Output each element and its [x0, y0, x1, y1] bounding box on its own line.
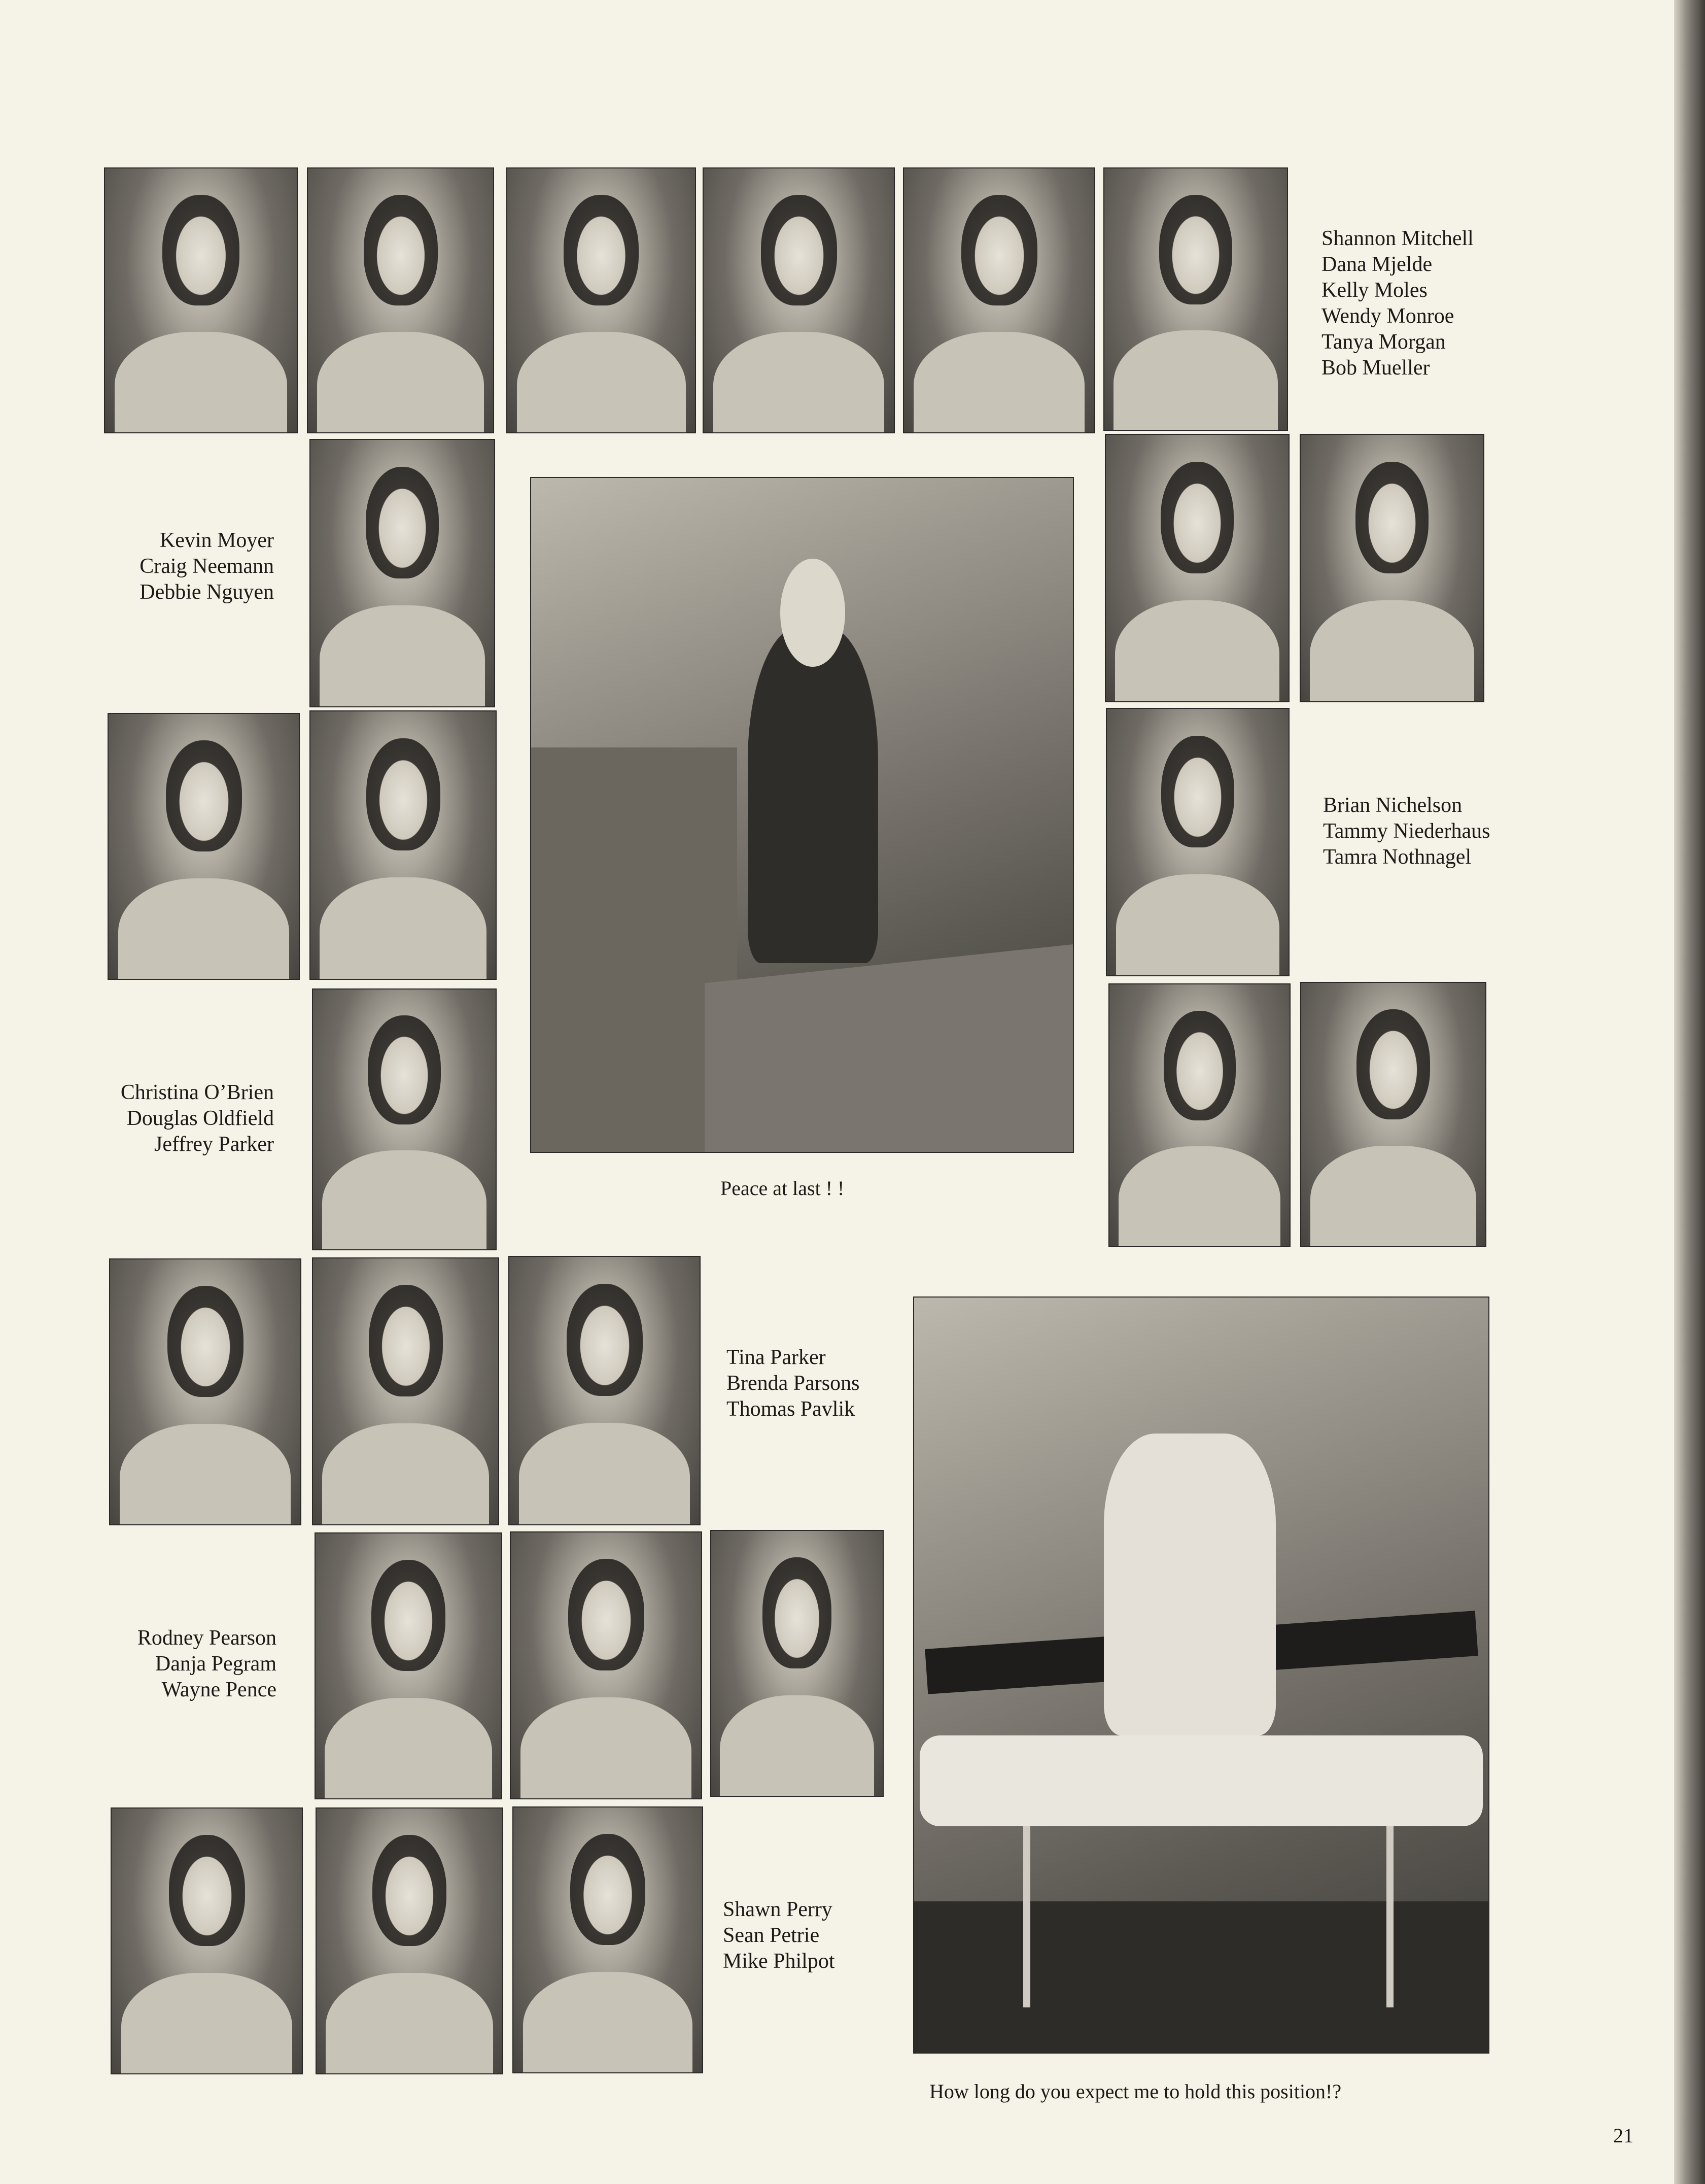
portrait-tammy-niederhaus: [1300, 434, 1484, 702]
portrait-tanya-morgan: [903, 167, 1095, 433]
page-edge-shadow: [1674, 0, 1705, 2184]
photo-gymnast-pommel-horse: [913, 1296, 1489, 2054]
student-name: Craig Neemann: [140, 555, 274, 578]
portrait-shannon-mitchell: [104, 167, 298, 433]
portrait-dana-mjelde: [307, 167, 494, 433]
student-name: Danja Pegram: [155, 1652, 276, 1676]
student-name: Sean Petrie: [723, 1924, 820, 1947]
student-name: Wendy Monroe: [1321, 304, 1454, 328]
portrait-bob-mueller: [1103, 167, 1288, 431]
caption-gym: How long do you expect me to hold this position!?: [929, 2080, 1342, 2103]
portrait-shawn-perry: [111, 1807, 303, 2074]
name-list-row2: [86, 528, 274, 605]
student-name: Christina O’Brien: [120, 1081, 274, 1104]
portrait-danja-pegram: [510, 1531, 702, 1799]
portrait-rodney-pearson: [315, 1532, 502, 1799]
portrait-mike-philpot: [512, 1806, 703, 2073]
student-name: Mike Philpot: [723, 1950, 835, 1973]
portrait-wayne-pence: [710, 1530, 884, 1797]
student-name: Debbie Nguyen: [140, 581, 274, 604]
name-list-row1: [1321, 226, 1474, 381]
name-list-row3: [1323, 793, 1490, 870]
student-name: Thomas Pavlik: [726, 1397, 855, 1421]
portrait-douglas-oldfield: [1108, 983, 1291, 1247]
portrait-kevin-moyer: [309, 439, 495, 707]
student-name: Tanya Morgan: [1321, 330, 1446, 354]
student-name: Dana Mjelde: [1321, 253, 1433, 276]
student-name: Shannon Mitchell: [1321, 227, 1474, 250]
student-name: Douglas Oldfield: [126, 1107, 274, 1130]
student-name: Rodney Pearson: [137, 1626, 276, 1650]
portrait-debbie-nguyen: [309, 710, 497, 980]
student-name: Tina Parker: [726, 1346, 826, 1369]
page-number: 21: [1613, 2124, 1633, 2147]
portrait-thomas-pavlik: [508, 1256, 701, 1525]
portrait-tamra-nothnagel: [1106, 708, 1290, 976]
student-name: Kevin Moyer: [159, 529, 274, 552]
portrait-brenda-parsons: [312, 1257, 499, 1525]
student-name: Wayne Pence: [161, 1678, 276, 1701]
name-list-row4: [61, 1080, 274, 1157]
student-name: Tammy Niederhaus: [1323, 820, 1490, 843]
portrait-brian-nichelson: [1105, 434, 1290, 702]
portrait-christina-obrien: [312, 988, 497, 1250]
student-name: Tamra Nothnagel: [1323, 845, 1472, 869]
portrait-jeffrey-parker: [1300, 982, 1486, 1247]
name-list-row7: [723, 1897, 835, 1974]
portrait-wendy-monroe: [703, 167, 895, 433]
portrait-sean-petrie: [316, 1807, 503, 2074]
student-name: Kelly Moles: [1321, 279, 1428, 302]
name-list-row6: [76, 1625, 276, 1703]
photo-teacher-office: [530, 477, 1074, 1153]
student-name: Brian Nichelson: [1323, 794, 1463, 817]
student-name: Bob Mueller: [1321, 356, 1430, 380]
student-name: Jeffrey Parker: [154, 1133, 274, 1156]
student-name: Shawn Perry: [723, 1898, 832, 1921]
portrait-kelly-moles: [506, 167, 696, 433]
caption-office: Peace at last ! !: [720, 1177, 845, 1200]
name-list-row5: [726, 1345, 859, 1422]
portrait-tina-parker: [109, 1258, 301, 1525]
student-name: Brenda Parsons: [726, 1372, 860, 1395]
portrait-craig-neemann: [108, 713, 300, 980]
